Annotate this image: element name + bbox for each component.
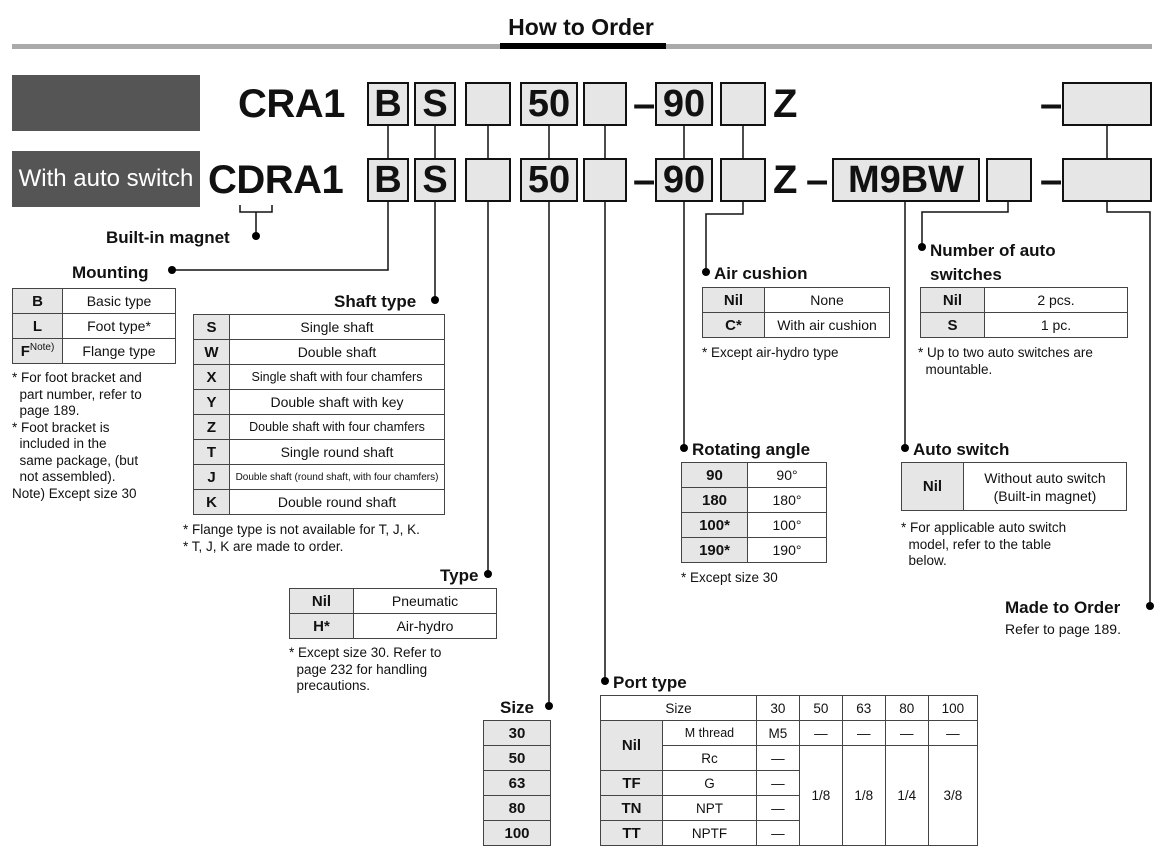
code1-prefix: CRA1 xyxy=(238,82,345,126)
table-row: Y Double shaft with key xyxy=(194,390,445,415)
magnet-dot xyxy=(252,232,260,240)
size-table xyxy=(483,720,551,846)
table-row: 90 90° xyxy=(682,463,827,488)
table-row: TT NPTF — xyxy=(601,821,978,846)
mto-label: Made to Order xyxy=(1005,598,1121,617)
code2-shaft-box: S xyxy=(414,158,456,202)
shaft-dot xyxy=(431,296,439,304)
table-row: Nil 2 pcs. xyxy=(921,288,1128,313)
mto-dot xyxy=(1146,602,1154,610)
table-row: B Basic type xyxy=(13,289,176,314)
code2-size-box: 50 xyxy=(520,158,578,202)
code2-z: Z xyxy=(773,158,797,202)
table-row: S Single shaft xyxy=(194,315,445,340)
mounting-notes: * For foot bracket and part number, refer to page 189. * Foot bracket is included in the same package, (but not assembled). Note) Except size 30 xyxy=(12,370,142,501)
table-row: Size 30 50 63 80 100 xyxy=(601,696,978,721)
table-row: K Double round shaft xyxy=(194,490,445,515)
table-row: Nil None xyxy=(703,288,890,313)
page-title: How to Order xyxy=(508,14,654,40)
table-row: Nil Pneumatic xyxy=(290,589,497,614)
number-notes: * Up to two auto switches are mountable. xyxy=(918,345,1093,377)
table-row: T Single round shaft xyxy=(194,440,445,465)
cushion-label: Air cushion xyxy=(714,264,808,283)
table-row: 100* 100° xyxy=(682,513,827,538)
autoswitch-dot xyxy=(901,444,909,452)
auto-switch-tag: With auto switch xyxy=(12,151,200,207)
code1-angle-box: 90 xyxy=(655,82,713,126)
table-row: J Double shaft (round shaft, with four chamfers) xyxy=(194,465,445,490)
size-dot xyxy=(545,702,553,710)
number-dot xyxy=(918,243,926,251)
type-table xyxy=(289,588,497,639)
code1-shaft-box: S xyxy=(414,82,456,126)
table-row: W Double shaft xyxy=(194,340,445,365)
code2-dash-switch: – xyxy=(806,158,828,202)
code2-angle-box: 90 xyxy=(655,158,713,202)
port-table xyxy=(600,695,978,846)
table-row: TF G — xyxy=(601,771,978,796)
port-label: Port type xyxy=(613,673,687,692)
code2-mounting-box: B xyxy=(367,158,409,202)
mounting-label: Mounting xyxy=(72,263,149,282)
table-row: 30 xyxy=(484,721,551,746)
mto-note: Refer to page 189. xyxy=(1005,621,1121,637)
angle-table xyxy=(681,462,827,563)
table-row: 100 xyxy=(484,821,551,846)
autoswitch-label: Auto switch xyxy=(913,440,1010,459)
table-row: 80 xyxy=(484,796,551,821)
table-row: 63 xyxy=(484,771,551,796)
table-row: S 1 pc. xyxy=(921,313,1128,338)
type-label: Type xyxy=(440,566,479,585)
code2-dash: – xyxy=(633,158,655,202)
table-row: Nil Without auto switch (Built-in magnet) xyxy=(902,463,1127,511)
code2-prefix: CDRA1 xyxy=(208,158,344,202)
shaft-label: Shaft type xyxy=(334,292,417,311)
code1-z: Z xyxy=(773,82,797,126)
port-dot xyxy=(601,677,609,685)
autoswitch-table xyxy=(901,462,1127,511)
code1-dash-mto: – xyxy=(1040,82,1062,126)
code1-dash: – xyxy=(633,82,655,126)
number-label: Number of auto switches xyxy=(930,241,1056,284)
mounting-dot xyxy=(168,266,176,274)
table-row: L Foot type* xyxy=(13,314,176,339)
cushion-notes: * Except air-hydro type xyxy=(702,345,839,360)
cushion-table xyxy=(702,287,890,338)
table-row: Nil M thread M5 — — — — xyxy=(601,721,978,746)
number-table xyxy=(920,287,1128,338)
mounting-table xyxy=(12,288,176,364)
shaft-notes: * Flange type is not available for T, J, K. * T, J, K are made to order. xyxy=(183,522,420,554)
angle-label: Rotating angle xyxy=(692,440,811,459)
autoswitch-notes: * For applicable auto switch model, refer to the table below. xyxy=(901,520,1067,568)
table-row: TN NPT — xyxy=(601,796,978,821)
code1-size-box: 50 xyxy=(520,82,578,126)
angle-notes: * Except size 30 xyxy=(681,570,778,585)
table-row: X Single shaft with four chamfers xyxy=(194,365,445,390)
table-row: Z Double shaft with four chamfers xyxy=(194,415,445,440)
table-row: C* With air cushion xyxy=(703,313,890,338)
table-row: $F^{Note)}$ Flange type xyxy=(13,339,176,364)
code1-mounting-box: B xyxy=(367,82,409,126)
shaft-table xyxy=(193,314,445,515)
size-label: Size xyxy=(500,698,535,717)
type-dot xyxy=(484,570,492,578)
table-row: 190* 190° xyxy=(682,538,827,563)
table-row: Rc — 1/8 1/8 1/4 3/8 xyxy=(601,746,978,771)
cushion-dot xyxy=(702,268,710,276)
table-row: 180 180° xyxy=(682,488,827,513)
code2-switch-box: M9BW xyxy=(832,158,980,202)
angle-dot xyxy=(680,444,688,452)
magnet-label: Built-in magnet xyxy=(106,228,230,247)
table-row: H* Air-hydro xyxy=(290,614,497,639)
type-notes: * Except size 30. Refer to page 232 for handling precautions. xyxy=(289,645,442,693)
code2-dash-mto: – xyxy=(1040,158,1062,202)
table-row: 50 xyxy=(484,746,551,771)
